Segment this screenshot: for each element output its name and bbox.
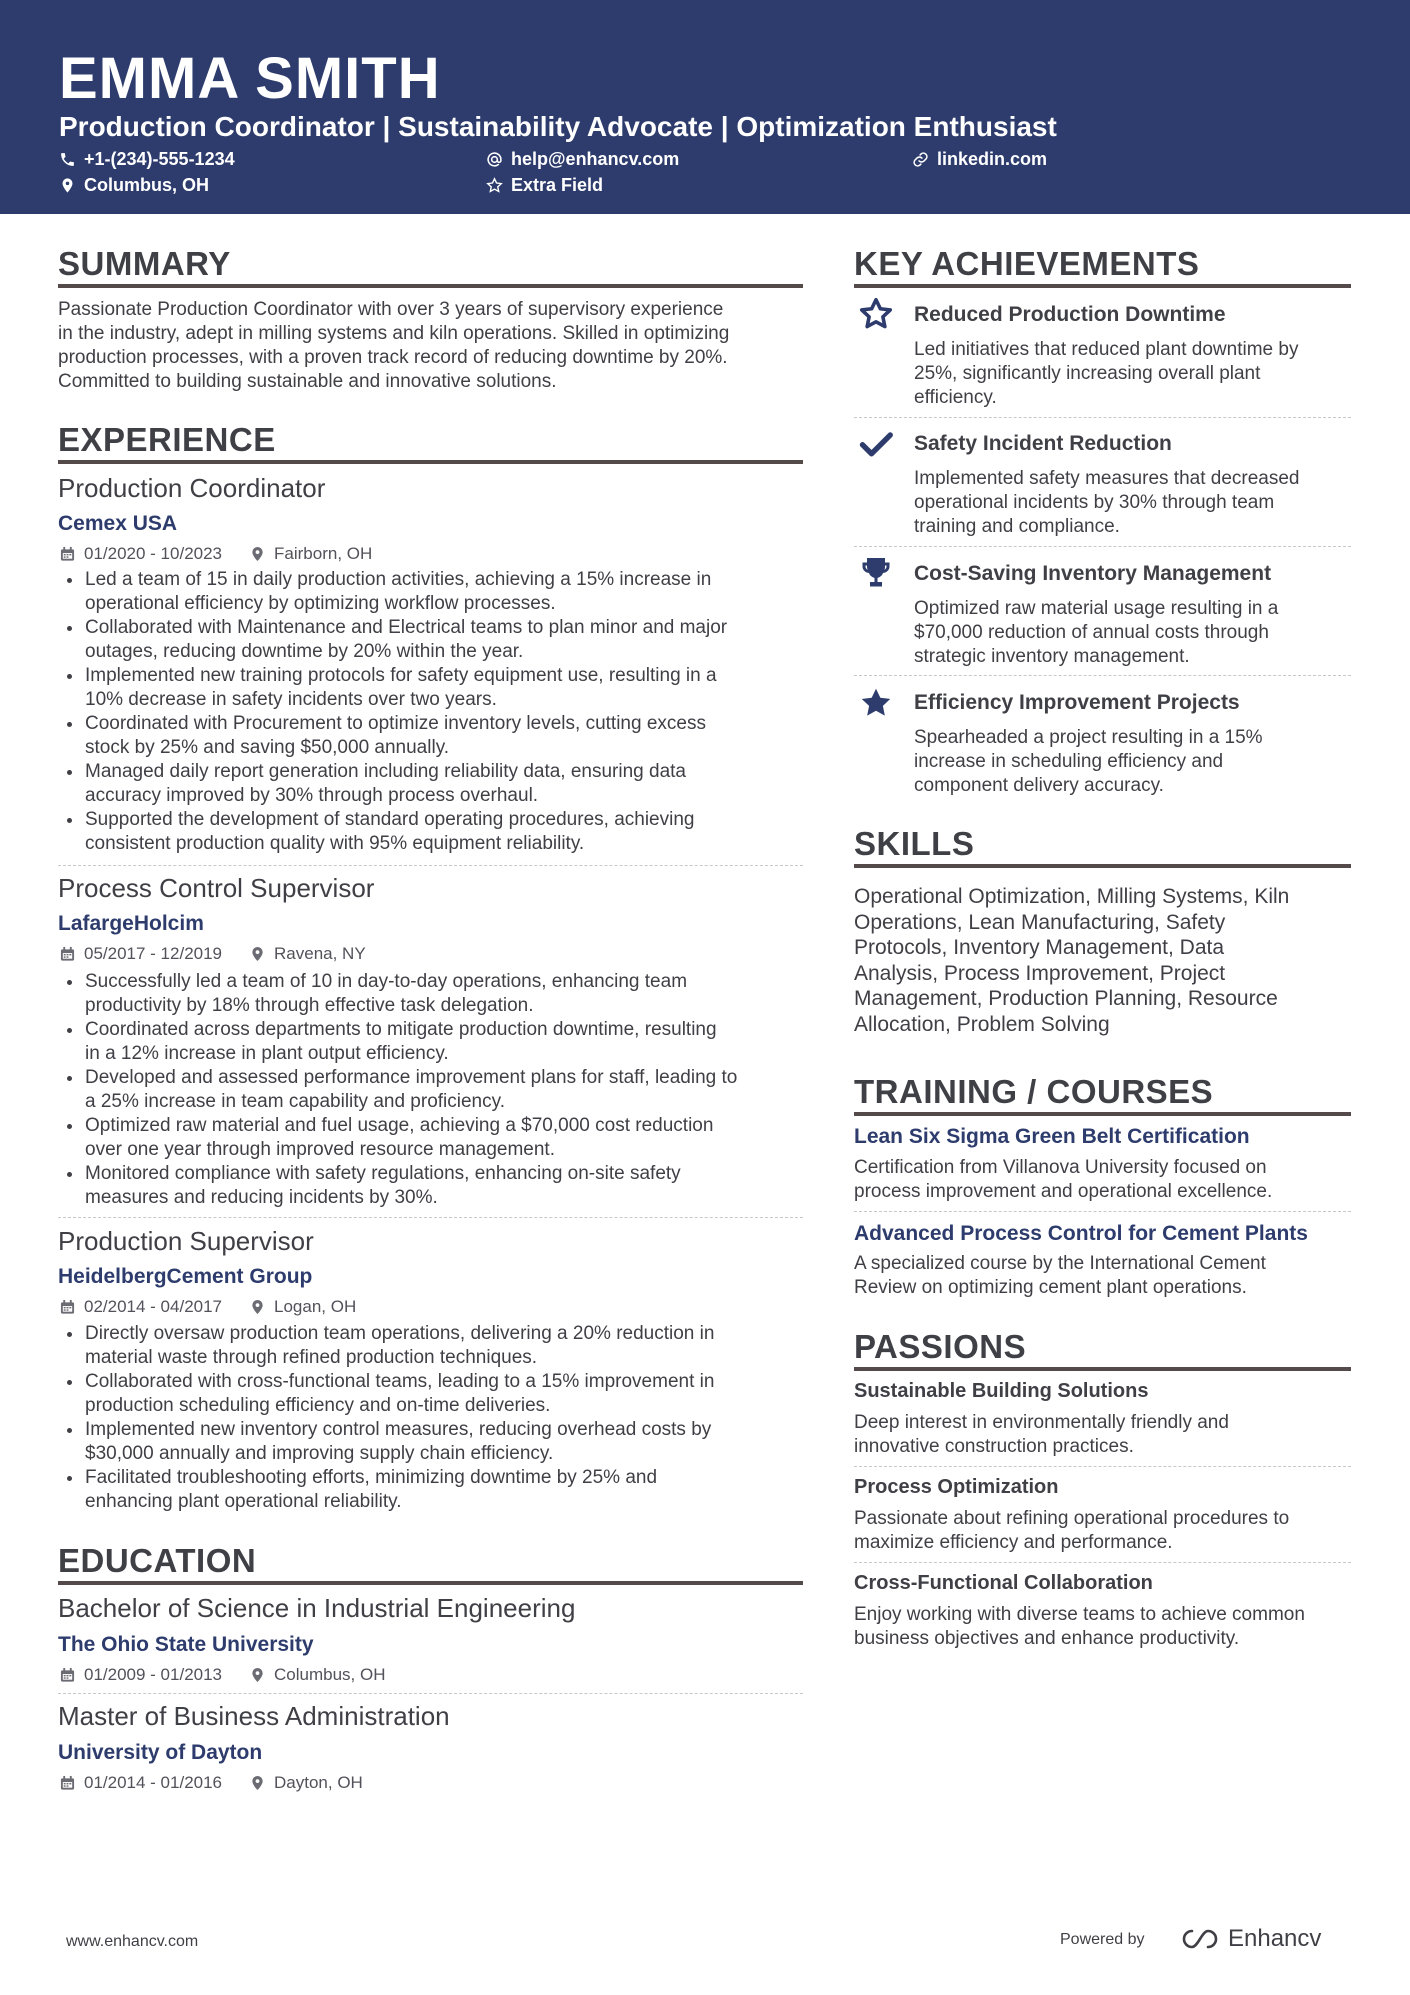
- powered-by-label: Powered by: [1060, 1931, 1145, 1948]
- location-pin-icon: [250, 1299, 265, 1315]
- achievement-title: Efficiency Improvement Projects: [914, 691, 1240, 714]
- job-company: LafargeHolcim: [58, 912, 204, 935]
- skills-rule: [854, 864, 1351, 868]
- education-divider: [58, 1693, 803, 1694]
- job-divider: [58, 865, 803, 866]
- education-rule: [58, 1581, 803, 1585]
- enhancv-logo-icon: [1178, 1926, 1222, 1952]
- location-pin-icon: [250, 1667, 265, 1683]
- location-pin-icon: [250, 546, 265, 562]
- summary-text: [58, 298, 729, 394]
- job-company: HeidelbergCement Group: [58, 1265, 313, 1288]
- education-meta: [60, 1664, 386, 1686]
- course-divider: [854, 1211, 1351, 1212]
- linkedin-text: linkedin.com: [937, 149, 1048, 169]
- bullet-item: Coordinated across departments to mitigate production downtime, resulting in a 12% increase in plant output efficiency.: [85, 1018, 845, 1066]
- achievements-heading: KEY ACHIEVEMENTS: [854, 245, 1200, 282]
- candidate-headline: Production Coordinator | Sustainability Advocate | Optimization Enthusiast: [59, 111, 1057, 142]
- education-meta: [60, 1772, 363, 1794]
- calendar-icon: [60, 1667, 75, 1683]
- bullet-item: Supported the development of standard operating procedures, achieving consistent production quality with 95% equipment reliability.: [85, 808, 845, 856]
- star-filled-icon: [858, 685, 894, 721]
- education-location: Columbus, OH: [274, 1665, 386, 1684]
- education-location: Dayton, OH: [274, 1773, 363, 1792]
- school-name: University of Dayton: [58, 1741, 263, 1764]
- training-heading: TRAINING / COURSES: [854, 1073, 1214, 1110]
- passion-title: Cross-Functional Collaboration: [854, 1572, 1153, 1594]
- achievement-divider: [854, 675, 1351, 676]
- phone-icon: [59, 151, 76, 168]
- achievement-title: Cost-Saving Inventory Management: [914, 562, 1272, 585]
- calendar-icon: [60, 1299, 75, 1315]
- experience-heading: EXPERIENCE: [58, 421, 276, 458]
- degree-title: Bachelor of Science in Industrial Engineering: [58, 1593, 576, 1623]
- job-bullets: [58, 568, 845, 856]
- contact-phone[interactable]: [59, 148, 235, 170]
- school-name: The Ohio State University: [58, 1633, 314, 1656]
- summary-rule: [58, 284, 803, 288]
- bullet-item: Managed daily report generation including reliability data, ensuring data accuracy improved by 30% through process overhaul.: [85, 760, 845, 808]
- bullet-item: Successfully led a team of 10 in day-to-day operations, enhancing team productivity by 18% through effective task delegation.: [85, 970, 845, 1018]
- job-dates: 01/2020 - 10/2023: [84, 544, 223, 563]
- candidate-name: EMMA SMITH: [59, 46, 441, 111]
- passion-description: Passionate about refining operational procedures to maximize efficiency and performance.: [854, 1508, 1290, 1553]
- job-location: Ravena, NY: [274, 944, 366, 963]
- calendar-icon: [60, 1775, 75, 1791]
- bullet-item: Led a team of 15 in daily production activities, achieving a 15% increase in operational efficiency by optimizing workflow processes.: [85, 568, 845, 616]
- achievement-description: Led initiatives that reduced plant downtime by 25%, significantly increasing overall plant efficiency.: [914, 339, 1299, 408]
- summary-line: Passionate Production Coordinator with over 3 years of supervisory experience: [58, 299, 724, 320]
- passion-description: Enjoy working with diverse teams to achieve common business objectives and enhance productivity.: [854, 1604, 1305, 1649]
- contact-linkedin[interactable]: [912, 148, 1047, 170]
- passions-rule: [854, 1367, 1351, 1371]
- achievement-description: Optimized raw material usage resulting in a $70,000 reduction of annual costs through strategic inventory management.: [914, 598, 1279, 667]
- passion-description: Deep interest in environmentally friendly and innovative construction practices.: [854, 1412, 1229, 1457]
- bullet-item: Developed and assessed performance improvement plans for staff, leading to a 25% increase in team capability and proficiency.: [85, 1066, 845, 1114]
- bullet-item: Monitored compliance with safety regulations, enhancing on-site safety measures and reducing incidents by 30%.: [85, 1162, 845, 1210]
- bullet-item: Optimized raw material and fuel usage, achieving a $70,000 cost reduction over one year through improved resource management.: [85, 1114, 845, 1162]
- footer-website[interactable]: www.enhancv.com: [66, 1933, 199, 1950]
- enhancv-wordmark: Enhancv: [1228, 1925, 1322, 1952]
- passion-title: Process Optimization: [854, 1476, 1059, 1498]
- job-company: Cemex USA: [58, 512, 178, 535]
- trophy-icon: [858, 555, 894, 591]
- course-title: Advanced Process Control for Cement Plants: [854, 1222, 1308, 1245]
- check-icon: [858, 426, 894, 462]
- job-dates: 02/2014 - 04/2017: [84, 1297, 223, 1316]
- contact-location: [59, 174, 209, 196]
- passion-divider: [854, 1466, 1351, 1467]
- location-pin-icon: [59, 177, 76, 194]
- job-meta: [60, 1296, 356, 1318]
- star-outline-icon: [858, 296, 894, 332]
- job-divider: [58, 1217, 803, 1218]
- course-description: Certification from Villanova University focused on process improvement and operational excellence.: [854, 1157, 1273, 1202]
- phone-text: +1-(234)-555-1234: [84, 149, 235, 169]
- course-description: A specialized course by the International Cement Review on optimizing cement plant operations.: [854, 1253, 1266, 1298]
- job-title: Production Coordinator: [58, 473, 326, 503]
- bullet-item: Collaborated with Maintenance and Electrical teams to plan minor and major outages, reducing downtime by 20% within the year.: [85, 616, 845, 664]
- enhancv-logo[interactable]: [1178, 1925, 1321, 1953]
- contact-extra: [486, 174, 603, 196]
- bullet-item: Coordinated with Procurement to optimize inventory levels, cutting excess stock by 25% and saving $50,000 annually.: [85, 712, 845, 760]
- achievement-description: Spearheaded a project resulting in a 15% increase in scheduling efficiency and component delivery accuracy.: [914, 727, 1263, 796]
- education-dates: 01/2009 - 01/2013: [84, 1665, 223, 1684]
- location-pin-icon: [250, 1775, 265, 1791]
- skills-list: Operational Optimization, Milling Systems, Kiln Operations, Lean Manufacturing, Safety Protocols, Inventory Management, Data Analysis, Process Improvement, Project Management, Production Planning, Resource Allocation, Problem Solving: [854, 885, 1290, 1036]
- course-title: Lean Six Sigma Green Belt Certification: [854, 1125, 1250, 1148]
- summary-line: Committed to building sustainable and innovative solutions.: [58, 371, 557, 392]
- achievement-divider: [854, 417, 1351, 418]
- job-meta: [60, 943, 366, 965]
- skills-heading: SKILLS: [854, 825, 975, 862]
- education-dates: 01/2014 - 01/2016: [84, 1773, 223, 1792]
- job-dates: 05/2017 - 12/2019: [84, 944, 223, 963]
- location-text: Columbus, OH: [84, 175, 209, 195]
- achievement-title: Reduced Production Downtime: [914, 303, 1226, 326]
- achievement-title: Safety Incident Reduction: [914, 432, 1172, 455]
- job-bullets: [58, 1322, 845, 1514]
- email-text: help@enhancv.com: [511, 149, 680, 169]
- job-bullets: [58, 970, 845, 1210]
- summary-line: in the industry, adept in milling systems and kiln operations. Skilled in optimizing: [58, 323, 730, 344]
- job-location: Fairborn, OH: [274, 544, 373, 563]
- job-location: Logan, OH: [274, 1297, 357, 1316]
- job-meta: [60, 543, 372, 565]
- star-outline-icon: [486, 177, 503, 194]
- achievements-rule: [854, 284, 1351, 288]
- passions-heading: PASSIONS: [854, 1328, 1027, 1365]
- calendar-icon: [60, 546, 75, 562]
- calendar-icon: [60, 946, 75, 962]
- bullet-item: Implemented new training protocols for safety equipment use, resulting in a 10% decrease in safety incidents over two years.: [85, 664, 845, 712]
- extra-text: Extra Field: [511, 175, 604, 195]
- achievement-description: Implemented safety measures that decreased operational incidents by 30% through team training and compliance.: [914, 468, 1300, 537]
- bullet-item: Directly oversaw production team operations, delivering a 20% reduction in material waste through refined production techniques.: [85, 1322, 845, 1370]
- resume-header: [0, 0, 1410, 214]
- location-pin-icon: [250, 946, 265, 962]
- bullet-item: Facilitated troubleshooting efforts, minimizing downtime by 25% and enhancing plant operational reliability.: [85, 1466, 845, 1514]
- education-heading: EDUCATION: [58, 1542, 257, 1579]
- contact-email[interactable]: [486, 148, 679, 170]
- job-title: Process Control Supervisor: [58, 873, 375, 903]
- bullet-item: Implemented new inventory control measures, reducing overhead costs by $30,000 annually and improving supply chain efficiency.: [85, 1418, 845, 1466]
- training-rule: [854, 1112, 1351, 1116]
- at-icon: [486, 151, 503, 168]
- degree-title: Master of Business Administration: [58, 1701, 450, 1731]
- passion-divider: [854, 1562, 1351, 1563]
- job-title: Production Supervisor: [58, 1226, 314, 1256]
- summary-heading: SUMMARY: [58, 245, 231, 282]
- summary-line: production processes, with a proven track record of reducing downtime by 20%.: [58, 347, 728, 368]
- link-icon: [912, 151, 929, 168]
- experience-rule: [58, 460, 803, 464]
- achievement-divider: [854, 546, 1351, 547]
- passion-title: Sustainable Building Solutions: [854, 1380, 1149, 1402]
- bullet-item: Collaborated with cross-functional teams, leading to a 15% improvement in production scheduling efficiency and on-time deliveries.: [85, 1370, 845, 1418]
